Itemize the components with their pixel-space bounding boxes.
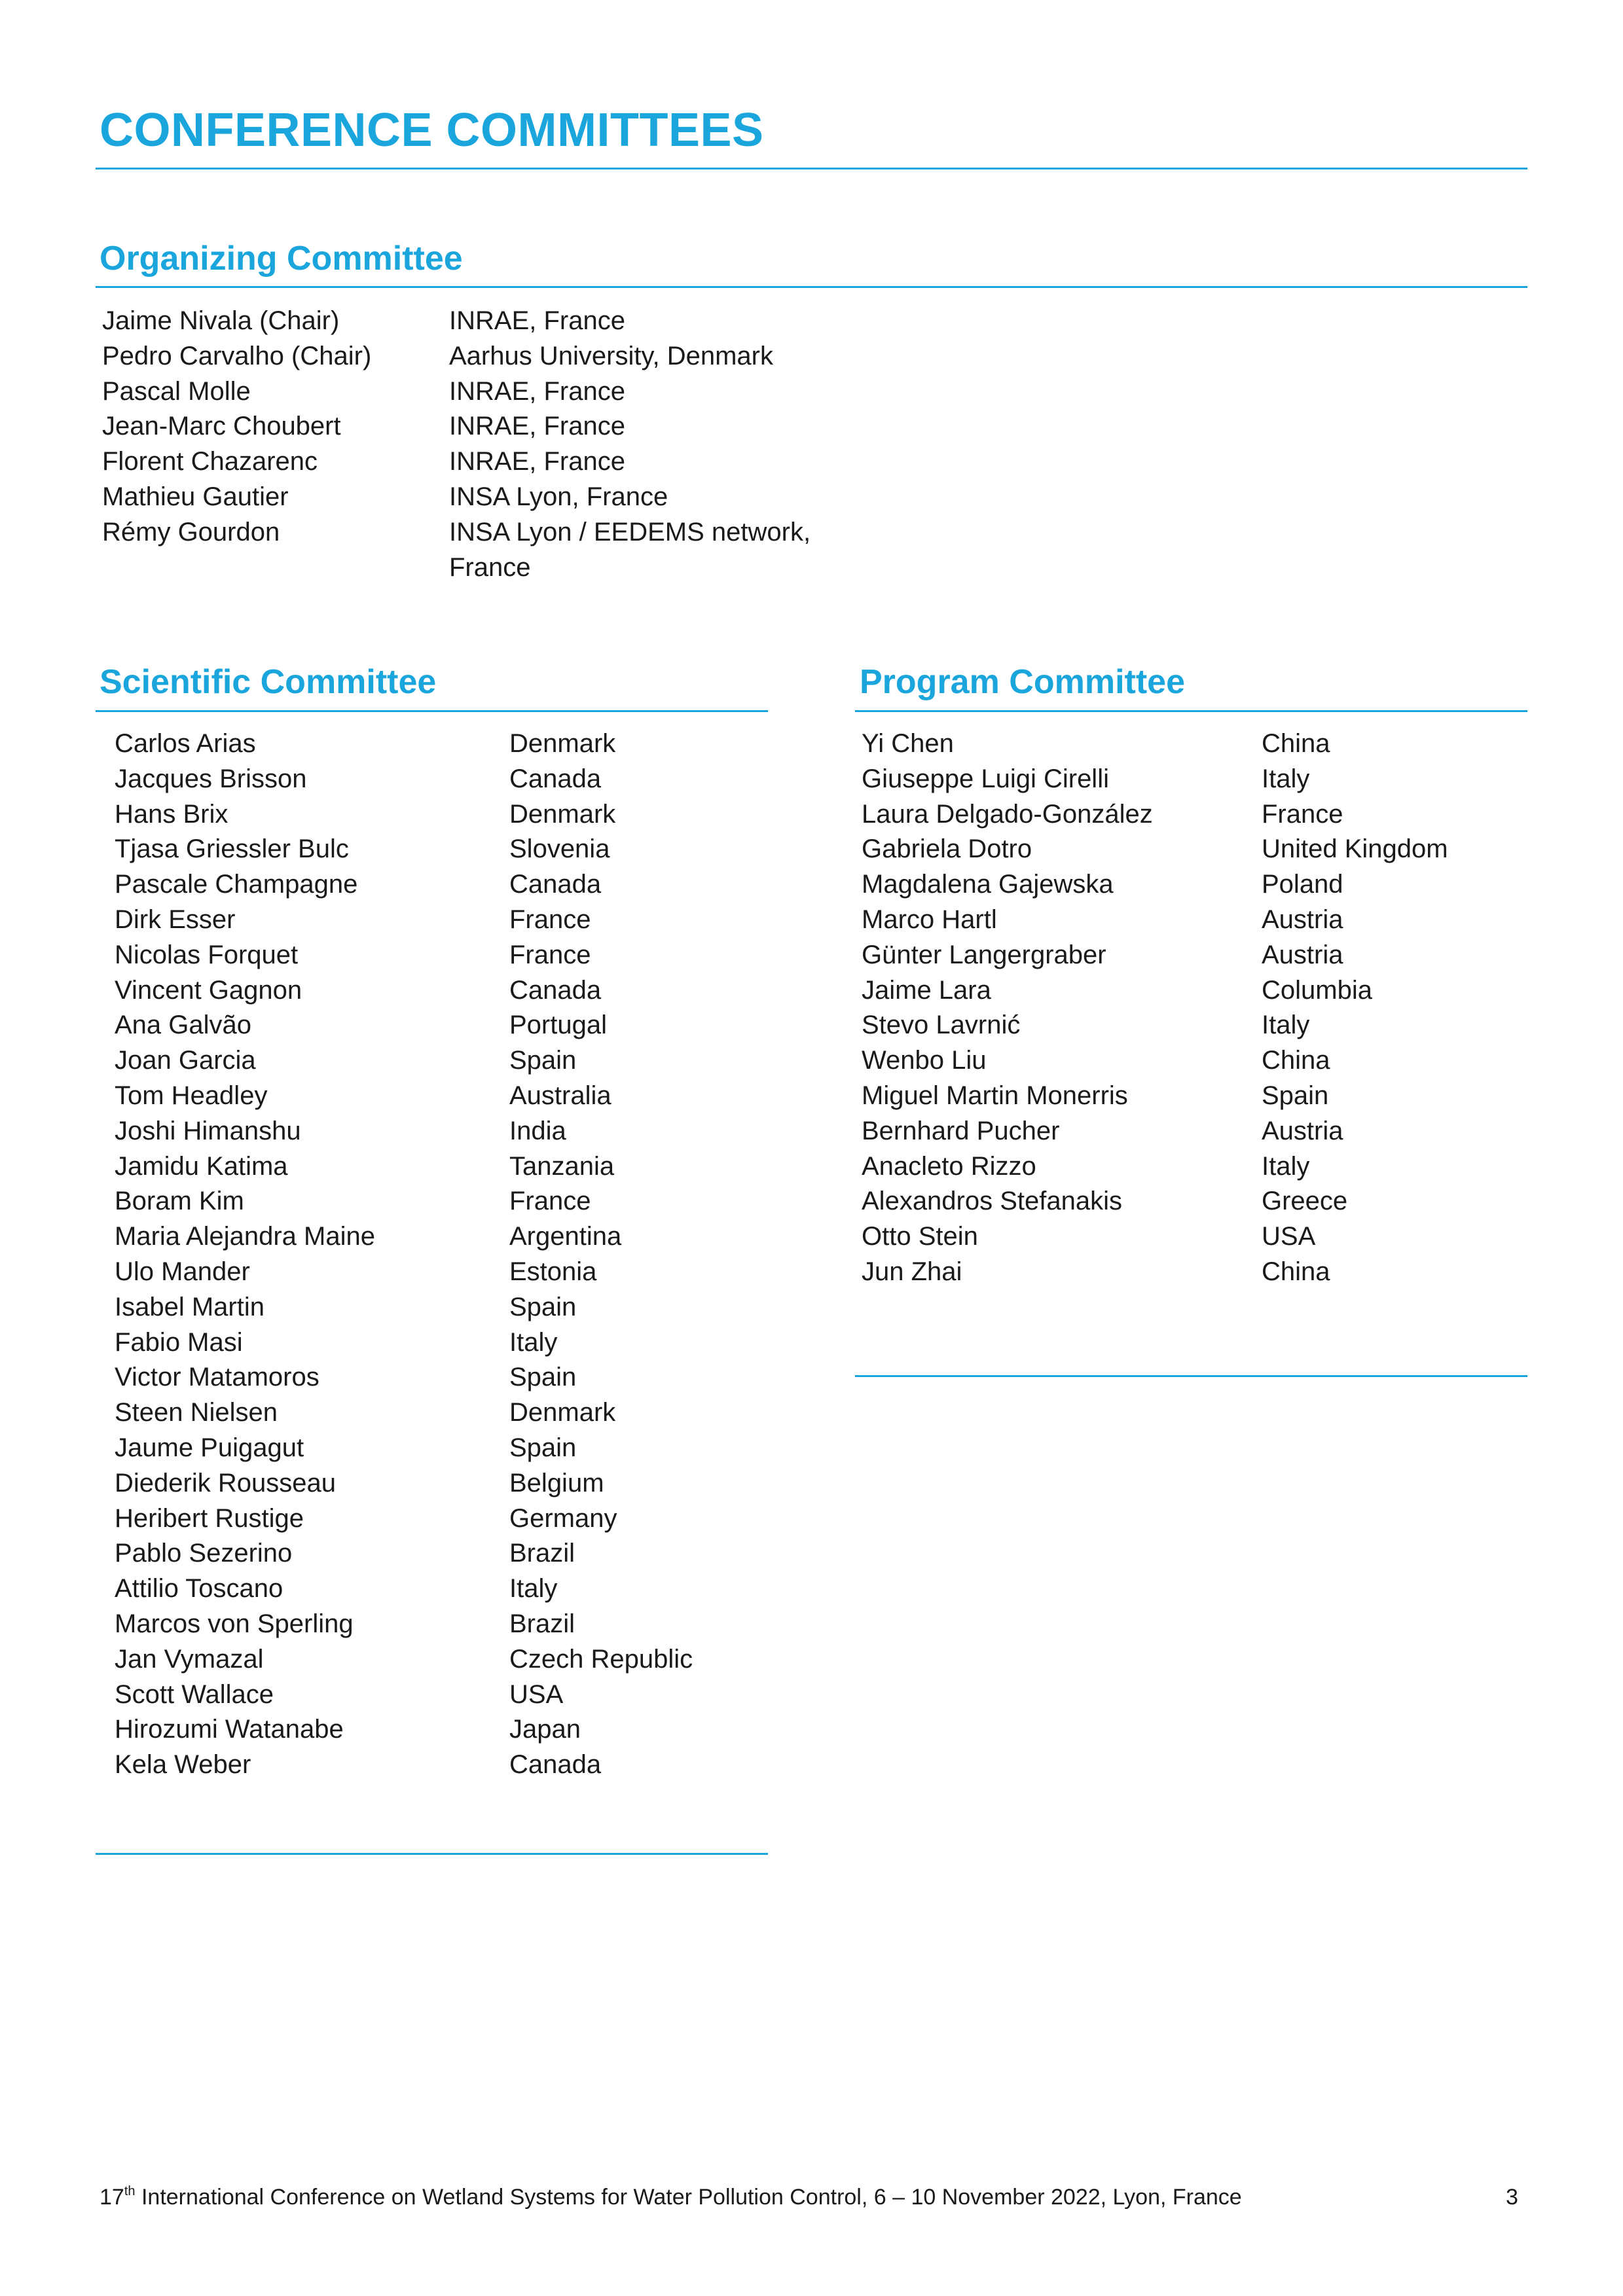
- scientific-member-row: [115, 1536, 693, 1571]
- scientific-member-row: [115, 1149, 693, 1185]
- member-country: Italy: [1262, 1151, 1310, 1181]
- member-name: Joshi Himanshu: [115, 1116, 301, 1145]
- organizing-committee-table: [102, 304, 842, 585]
- member-name: Alexandros Stefanakis: [862, 1187, 1123, 1216]
- program-committee-table: [862, 726, 1448, 1290]
- member-name: Yi Chen: [862, 729, 954, 758]
- scientific-member-row: [115, 1290, 693, 1325]
- member-name: Jaume Puigagut: [115, 1433, 304, 1462]
- scientific-member-row: [115, 1501, 693, 1537]
- scientific-member-row: [115, 1395, 693, 1431]
- member-country: Belgium: [509, 1468, 604, 1498]
- program-member-row: [862, 903, 1448, 938]
- member-affiliation: INRAE, France: [449, 412, 625, 441]
- member-name: Laura Delgado-González: [862, 799, 1153, 829]
- member-country: France: [509, 1187, 591, 1216]
- program-member-row: [862, 726, 1448, 762]
- member-name: Miguel Martin Monerris: [862, 1081, 1128, 1110]
- member-country: Spain: [509, 1292, 577, 1321]
- member-country: Canada: [509, 975, 602, 1005]
- member-name: Tjasa Griessler Bulc: [115, 834, 349, 864]
- member-affiliation: INRAE, France: [449, 376, 625, 406]
- footer-ordinal-number: 17: [100, 2185, 124, 2210]
- scientific-member-row: [115, 1219, 693, 1255]
- scientific-member-row: [115, 762, 693, 797]
- scientific-member-row: [115, 1043, 693, 1079]
- footer-ordinal-suffix: th: [124, 2184, 136, 2198]
- member-name: Tom Headley: [115, 1081, 268, 1110]
- member-name: Scott Wallace: [115, 1679, 274, 1709]
- scientific-member-row: [115, 1325, 693, 1361]
- scientific-committee-table: [115, 726, 693, 1783]
- member-country: Italy: [1262, 764, 1310, 793]
- scientific-bottom-rule: [96, 1853, 768, 1855]
- program-member-row: [862, 973, 1448, 1009]
- page-title: CONFERENCE COMMITTEES: [100, 104, 764, 156]
- member-country: Canada: [509, 1750, 602, 1780]
- member-name: Attilio Toscano: [115, 1574, 283, 1604]
- member-name: Dirk Esser: [115, 905, 236, 934]
- member-country: Brazil: [509, 1539, 575, 1568]
- member-name: Pascale Champagne: [115, 870, 358, 899]
- member-name: Jacques Brisson: [115, 764, 307, 793]
- member-country: Italy: [509, 1327, 558, 1357]
- member-name: Gabriela Dotro: [862, 834, 1032, 864]
- program-bottom-rule: [855, 1375, 1527, 1377]
- program-member-row: [862, 1079, 1448, 1114]
- member-country: China: [1262, 1257, 1330, 1286]
- program-member-row: [862, 1043, 1448, 1079]
- organizing-member-row: [102, 374, 842, 410]
- scientific-member-row: [115, 1677, 693, 1713]
- member-name: Jean-Marc Choubert: [102, 412, 341, 441]
- member-name: Jan Vymazal: [115, 1644, 264, 1674]
- member-name: Giuseppe Luigi Cirelli: [862, 764, 1109, 793]
- member-name: Anacleto Rizzo: [862, 1151, 1036, 1181]
- member-country: Canada: [509, 764, 602, 793]
- member-country: China: [1262, 1046, 1330, 1075]
- program-member-row: [862, 1008, 1448, 1043]
- member-name: Stevo Lavrnić: [862, 1011, 1021, 1040]
- member-name: Rémy Gourdon: [102, 517, 280, 547]
- member-affiliation: INSA Lyon / EEDEMS network, France: [449, 517, 811, 582]
- member-country: Columbia: [1262, 975, 1372, 1005]
- page-number: 3: [1506, 2185, 1518, 2210]
- scientific-heading-rule: [96, 710, 768, 712]
- member-country: Spain: [509, 1046, 577, 1075]
- program-member-row: [862, 1149, 1448, 1185]
- member-name: Heribert Rustige: [115, 1503, 304, 1533]
- organizing-member-row: [102, 480, 842, 515]
- member-country: Brazil: [509, 1609, 575, 1638]
- member-country: Italy: [1262, 1011, 1310, 1040]
- member-country: USA: [1262, 1222, 1316, 1251]
- member-name: Otto Stein: [862, 1222, 978, 1251]
- organizing-member-row: [102, 409, 842, 444]
- member-country: Austria: [1262, 905, 1343, 934]
- scientific-member-row: [115, 1571, 693, 1607]
- member-affiliation: INRAE, France: [449, 447, 625, 476]
- member-name: Victor Matamoros: [115, 1363, 319, 1392]
- member-country: Germany: [509, 1503, 617, 1533]
- scientific-member-row: [115, 1008, 693, 1043]
- member-name: Wenbo Liu: [862, 1046, 987, 1075]
- member-country: Denmark: [509, 729, 616, 758]
- scientific-member-row: [115, 938, 693, 973]
- member-name: Kela Weber: [115, 1750, 251, 1780]
- organizing-member-row: [102, 304, 842, 339]
- program-member-row: [862, 832, 1448, 867]
- scientific-member-row: [115, 1642, 693, 1677]
- member-country: Czech Republic: [509, 1644, 693, 1674]
- organizing-heading-rule: [96, 286, 1527, 288]
- footer: [100, 2185, 1242, 2210]
- member-country: Greece: [1262, 1187, 1348, 1216]
- member-name: Jaime Lara: [862, 975, 991, 1005]
- member-country: Denmark: [509, 799, 616, 829]
- member-name: Magdalena Gajewska: [862, 870, 1114, 899]
- organizing-member-row: [102, 339, 842, 374]
- scientific-member-row: [115, 1255, 693, 1290]
- organizing-committee-heading: Organizing Committee: [100, 240, 463, 278]
- scientific-member-row: [115, 832, 693, 867]
- program-member-row: [862, 867, 1448, 903]
- member-name: Günter Langergraber: [862, 940, 1106, 969]
- scientific-member-row: [115, 1114, 693, 1149]
- title-rule: [96, 168, 1527, 170]
- member-affiliation: INSA Lyon, France: [449, 482, 668, 511]
- organizing-member-row: [102, 515, 842, 586]
- member-name: Mathieu Gautier: [102, 482, 289, 511]
- member-name: Pascal Molle: [102, 376, 251, 406]
- member-name: Maria Alejandra Maine: [115, 1222, 375, 1251]
- member-name: Diederik Rousseau: [115, 1468, 336, 1498]
- program-heading-rule: [855, 710, 1527, 712]
- member-name: Jun Zhai: [862, 1257, 962, 1286]
- program-member-row: [862, 797, 1448, 833]
- member-country: USA: [509, 1679, 564, 1709]
- member-name: Bernhard Pucher: [862, 1116, 1060, 1145]
- scientific-member-row: [115, 726, 693, 762]
- member-name: Boram Kim: [115, 1187, 244, 1216]
- scientific-member-row: [115, 1184, 693, 1219]
- member-name: Nicolas Forquet: [115, 940, 299, 969]
- organizing-member-row: [102, 444, 842, 480]
- program-member-row: [862, 938, 1448, 973]
- member-country: France: [1262, 799, 1343, 829]
- scientific-committee-heading: Scientific Committee: [100, 663, 437, 701]
- member-country: Argentina: [509, 1222, 622, 1251]
- member-country: France: [509, 905, 591, 934]
- member-affiliation: INRAE, France: [449, 306, 625, 335]
- member-name: Marcos von Sperling: [115, 1609, 354, 1638]
- program-member-row: [862, 1184, 1448, 1219]
- scientific-member-row: [115, 797, 693, 833]
- program-member-row: [862, 1255, 1448, 1290]
- member-name: Carlos Arias: [115, 729, 256, 758]
- member-name: Vincent Gagnon: [115, 975, 302, 1005]
- member-name: Ulo Mander: [115, 1257, 250, 1286]
- member-name: Isabel Martin: [115, 1292, 264, 1321]
- member-country: India: [509, 1116, 566, 1145]
- member-name: Florent Chazarenc: [102, 447, 318, 476]
- program-member-row: [862, 762, 1448, 797]
- member-name: Jaime Nivala (Chair): [102, 306, 340, 335]
- member-country: Slovenia: [509, 834, 610, 864]
- member-name: Joan Garcia: [115, 1046, 256, 1075]
- member-country: France: [509, 940, 591, 969]
- scientific-member-row: [115, 867, 693, 903]
- member-name: Marco Hartl: [862, 905, 997, 934]
- scientific-member-row: [115, 1712, 693, 1748]
- program-member-row: [862, 1219, 1448, 1255]
- member-country: Spain: [509, 1433, 577, 1462]
- member-affiliation: Aarhus University, Denmark: [449, 341, 773, 370]
- member-name: Pablo Sezerino: [115, 1539, 293, 1568]
- member-name: Jamidu Katima: [115, 1151, 288, 1181]
- member-country: Estonia: [509, 1257, 597, 1286]
- member-name: Hans Brix: [115, 799, 228, 829]
- scientific-member-row: [115, 1431, 693, 1466]
- member-country: Denmark: [509, 1398, 616, 1427]
- member-country: Spain: [1262, 1081, 1329, 1110]
- member-country: Poland: [1262, 870, 1343, 899]
- footer-text: International Conference on Wetland Systems for Water Pollution Control, 6 – 10 November 2022, Lyon, France: [135, 2185, 1242, 2210]
- scientific-member-row: [115, 1360, 693, 1395]
- scientific-member-row: [115, 1466, 693, 1501]
- member-name: Fabio Masi: [115, 1327, 243, 1357]
- member-country: Italy: [509, 1574, 558, 1604]
- member-name: Pedro Carvalho (Chair): [102, 341, 372, 370]
- scientific-member-row: [115, 1748, 693, 1783]
- member-country: Spain: [509, 1363, 577, 1392]
- member-country: Tanzania: [509, 1151, 615, 1181]
- program-committee-heading: Program Committee: [860, 663, 1185, 701]
- program-member-row: [862, 1114, 1448, 1149]
- member-country: United Kingdom: [1262, 834, 1448, 864]
- scientific-member-row: [115, 973, 693, 1009]
- member-country: Portugal: [509, 1011, 607, 1040]
- scientific-member-row: [115, 903, 693, 938]
- member-country: Austria: [1262, 940, 1343, 969]
- member-name: Steen Nielsen: [115, 1398, 278, 1427]
- member-name: Hirozumi Watanabe: [115, 1715, 344, 1744]
- member-country: China: [1262, 729, 1330, 758]
- member-name: Ana Galvão: [115, 1011, 252, 1040]
- scientific-member-row: [115, 1607, 693, 1642]
- member-country: Japan: [509, 1715, 581, 1744]
- member-country: Australia: [509, 1081, 611, 1110]
- member-country: Austria: [1262, 1116, 1343, 1145]
- scientific-member-row: [115, 1079, 693, 1114]
- member-country: Canada: [509, 870, 602, 899]
